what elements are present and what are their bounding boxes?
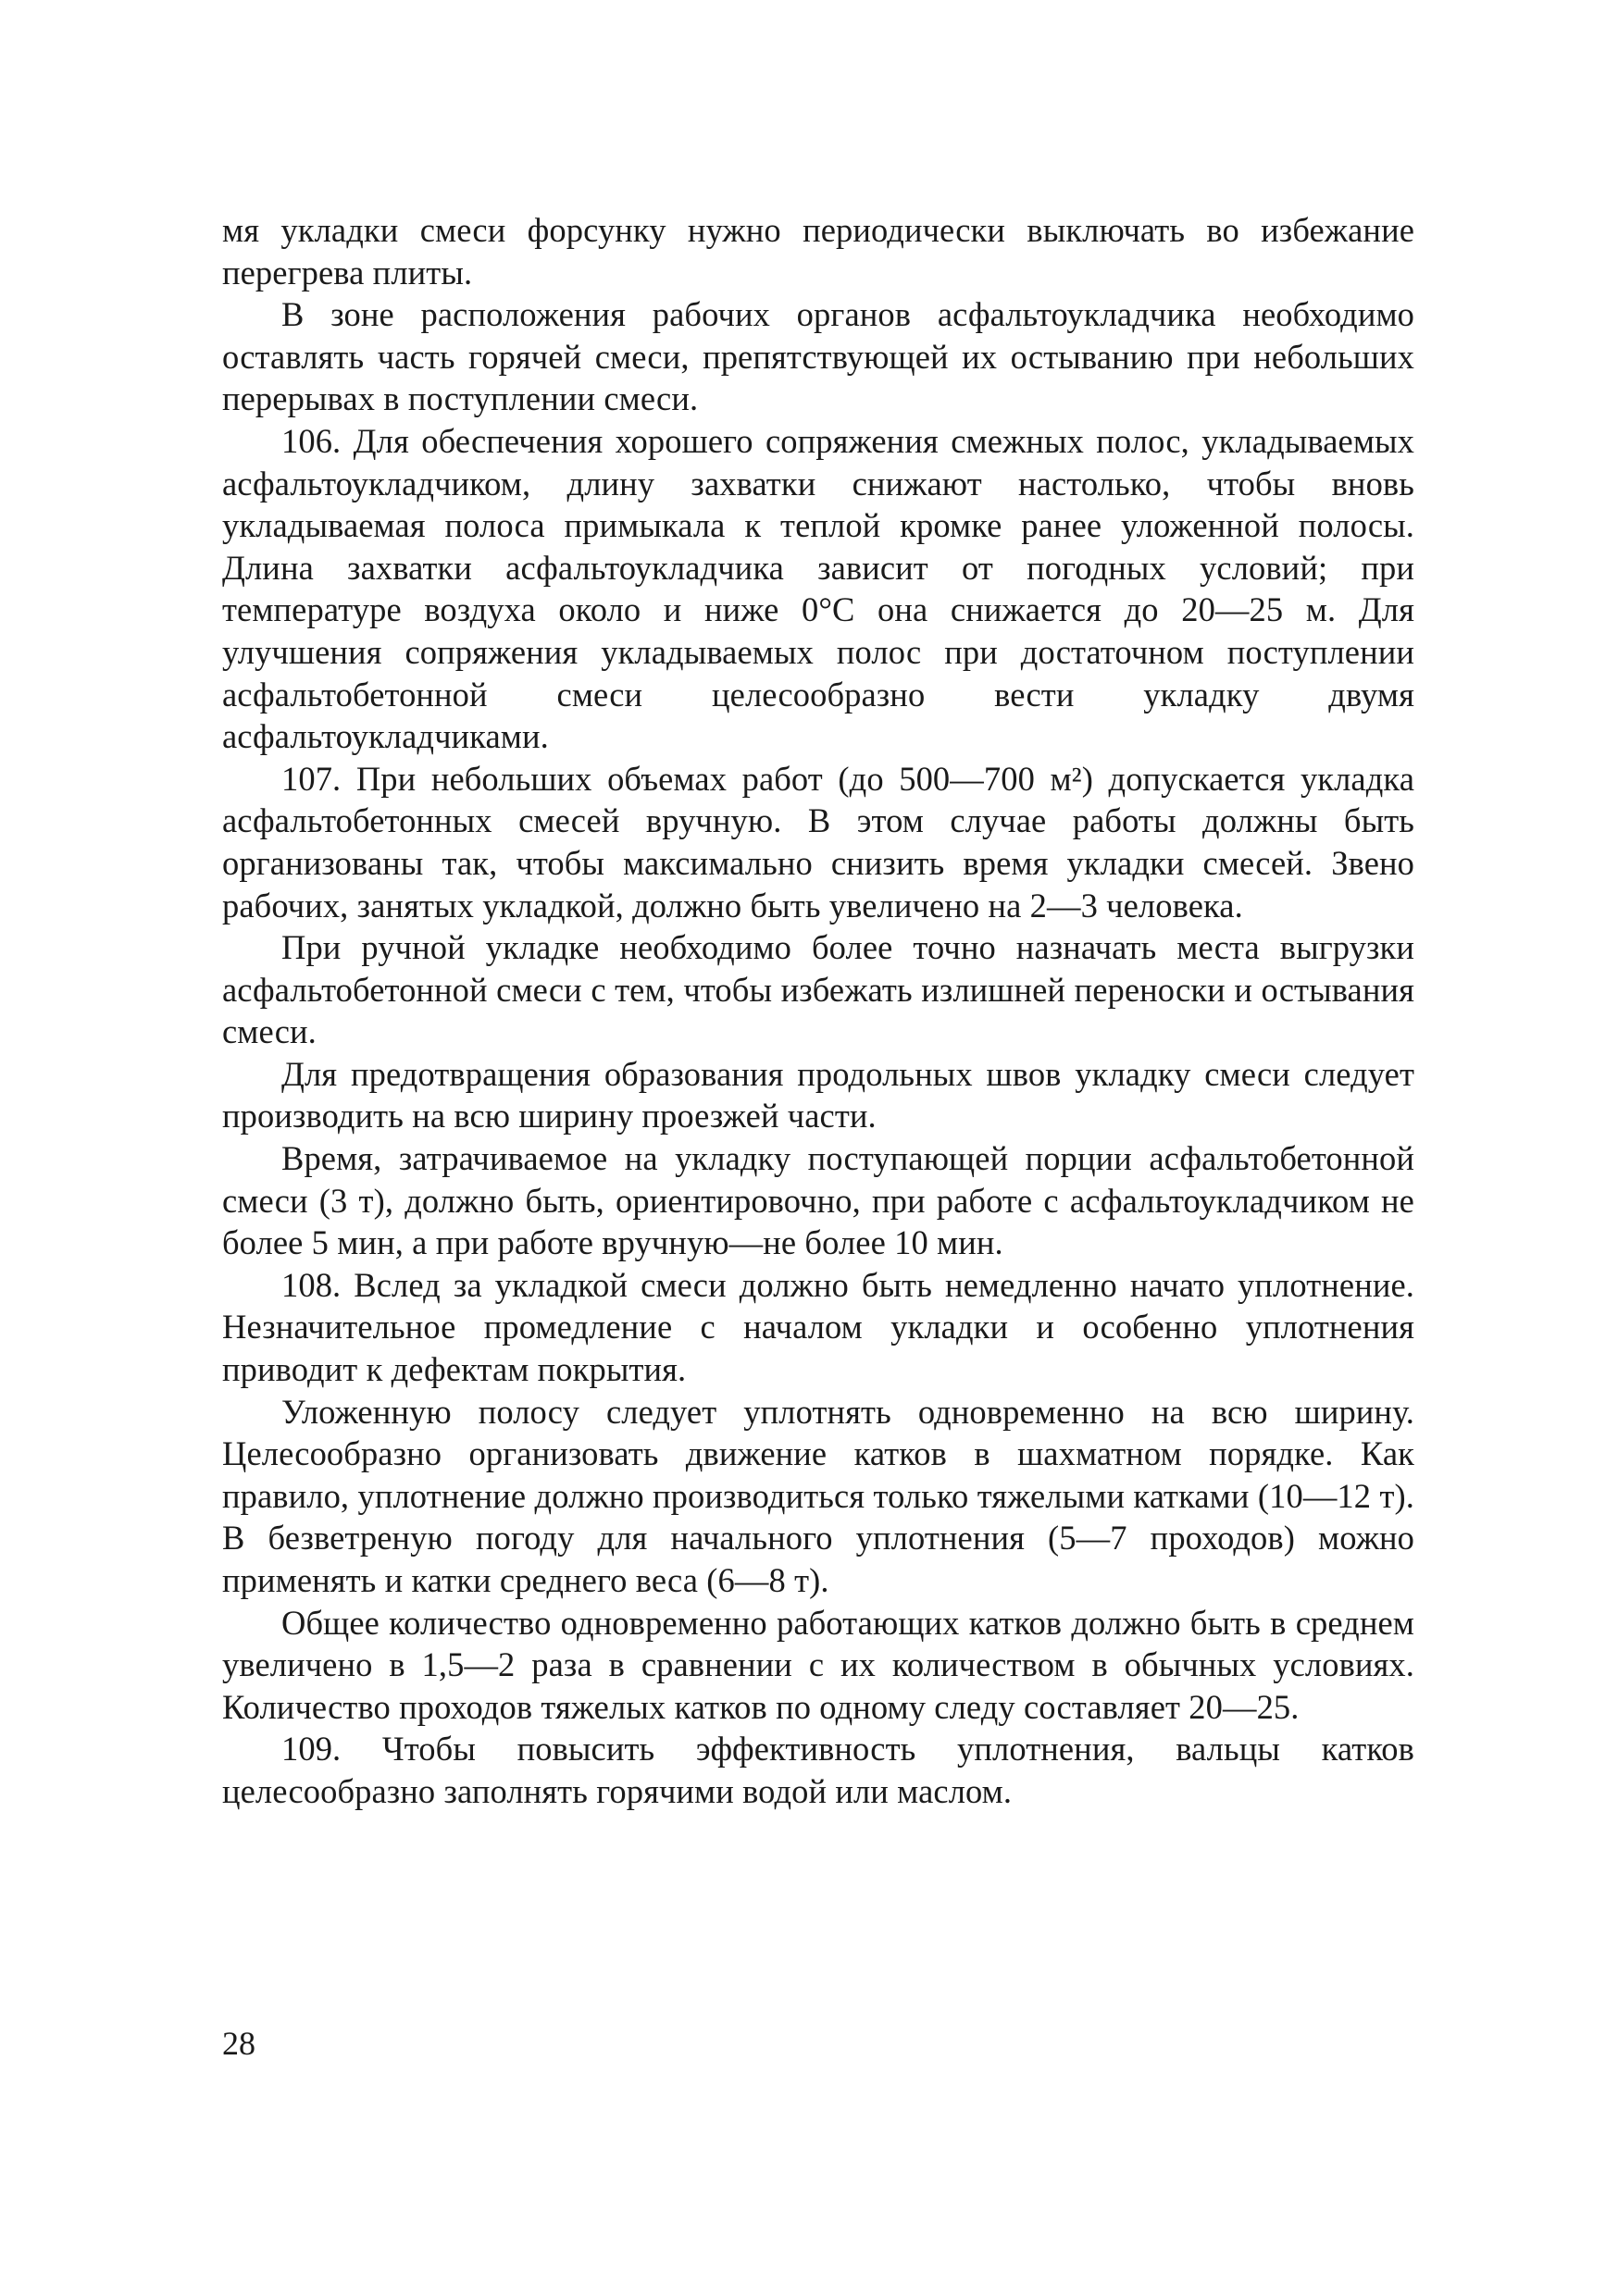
paragraph: Общее количество одновременно работающих катков должно быть в среднем увеличено в 1,5—2 раза в сравнении с их количеством в обычных условиях. Количество проходов тяжелых катков по одному следу составляет 20—25. (222, 1603, 1414, 1726)
paragraph: Уложенную полосу следует уплотнять одновременно на всю ширину. Целесообразно организовать движение катков в шахматном порядке. Как правило, уплотнение должно производиться только тяжелыми катками (10—12 т). В безветреную погоду для начального уплотнения (5—7 проходов) можно применять и катки среднего веса (6—8 т). (222, 1392, 1414, 1599)
paragraph: В зоне расположения рабочих органов асфальтоукладчика необходимо оставлять часть горячей смеси, препятствующей их остыванию при небольших перерывах в поступлении смеси. (222, 295, 1414, 418)
paragraph-107: 107. При небольших объемах работ (до 500—700 м²) допускается укладка асфальтобетонных смесей вручную. В этом случае работы должны быть организованы так, чтобы максимально снизить время укладки смесей. Звено рабочих, занятых укладкой, должно быть увеличено на 2—3 человека. (222, 759, 1414, 925)
page-body (222, 209, 1414, 1813)
paragraph: Для предотвращения образования продольных швов укладку смеси следует производить на всю ширину проезжей части. (222, 1054, 1414, 1136)
paragraph: мя укладки смеси форсунку нужно периодически выключать во избежание перегрева плиты. (222, 211, 1414, 292)
page-number: 28 (222, 2025, 255, 2062)
paragraph-106: 106. Для обеспечения хорошего сопряжения смежных полос, укладываемых асфальтоукладчиком, длину захватки снижают настолько, чтобы вновь укладываемая полоса примыкала к теплой кромке ранее уложенной полосы. Длина захватки асфальтоукладчика зависит от погодных условий; при температуре воздуха около и ниже 0°С она снижается до 20—25 м. Для улучшения сопряжения укладываемых полос при достаточном поступлении асфальтобетонной смеси целесообразно вести укладку двумя асфальтоукладчиками. (222, 421, 1414, 756)
paragraph-108: 108. Вслед за укладкой смеси должно быть немедленно начато уплотнение. Незначительное промедление с началом укладки и особенно уплотнения приводит к дефектам покрытия. (222, 1265, 1414, 1389)
paragraph-109: 109. Чтобы повысить эффективность уплотнения, вальцы катков целесообразно заполнять горячими водой или маслом. (222, 1730, 1414, 1810)
paragraph: Время, затрачиваемое на укладку поступающей порции асфальтобетонной смеси (3 т), должно быть, ориентировочно, при работе с асфальтоукладчиком не более 5 мин, а при работе вручную—не более 10 мин. (222, 1139, 1414, 1262)
paragraph: При ручной укладке необходимо более точно назначать места выгрузки асфальтобетонной смеси с тем, чтобы избежать излишней переноски и остывания смеси. (222, 928, 1414, 1051)
